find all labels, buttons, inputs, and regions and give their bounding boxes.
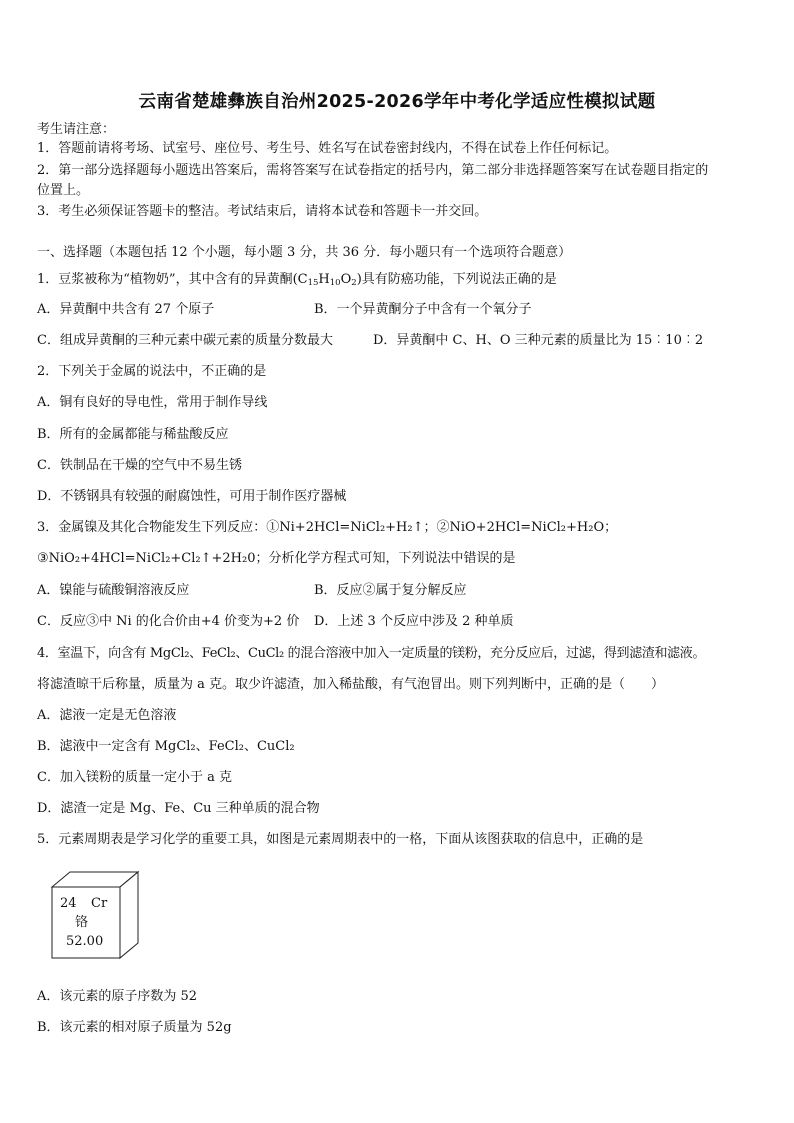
q3-option-c: C．反应③中 Ni 的化合价由+4 价变为+2 价 [37,614,300,629]
q1-formula-c-sub: 15 [307,278,319,288]
q1-stem-b: )具有防癌功能，下列说法正确的是 [356,272,557,287]
q4-option-b: B．滤液中一定含有 MgCl₂、FeCl₂、CuCl₂ [37,739,295,754]
q1-formula-h: H [318,272,330,287]
q4-option-d: D．滤渣一定是 Mg、Fe、Cu 三种单质的混合物 [37,801,320,816]
question-3-stem-line2: ③NiO₂+4HCl=NiCl₂+Cl₂↑+2H₂0；分析化学方程式可知，下列说法中错误的是 [37,551,516,566]
element-atomic-number: 24 [60,896,77,911]
q1-option-a: A．异黄酮中共含有 27 个原子 [37,302,215,317]
notice-item: 位置上。 [37,183,90,198]
q5-option-b: B．该元素的相对原子质量为 52g [37,1020,232,1035]
q5-option-a: A．该元素的原子序数为 52 [37,989,198,1004]
notice-item: 3．考生必须保证答题卡的整洁。考试结束后，请将本试卷和答题卡一并交回。 [37,204,488,219]
q4-option-c: C．加入镁粉的质量一定小于 a 克 [37,770,232,785]
q3-option-d: D．上述 3 个反应中涉及 2 种单质 [314,614,514,629]
question-4-stem-line1: 4．室温下，向含有 MgCl₂、FeCl₂、CuCl₂ 的混合溶液中加入一定质量的镁粉，充分反应后，过滤，得到滤渣和滤液。 [37,646,706,661]
q4-option-a: A．滤液一定是无色溶液 [37,708,177,723]
periodic-table-cell [50,870,142,962]
notice-heading: 考生请注意： [37,122,116,137]
q1-option-d: D．异黄酮中 C、H、O 三种元素的质量比为 15︰10︰2 [373,333,704,348]
question-5-stem: 5．元素周期表是学习化学的重要工具，如图是元素周期表中的一格，下面从该图获取的信息中，正确的是 [37,832,644,847]
section-heading: 一、选择题（本题包括 12 个小题，每小题 3 分，共 36 分．每小题只有一个选项符合题意） [37,245,572,260]
q1-formula-h-sub: 10 [329,278,341,288]
q1-stem-a: 1．豆浆被称为“植物奶”，其中含有的异黄酮(C [37,272,308,287]
element-name: 铬 [75,915,89,930]
element-atomic-mass: 52.00 [66,934,104,949]
q2-option-b: B．所有的金属都能与稀盐酸反应 [37,427,229,442]
element-symbol: Cr [91,896,108,911]
q3-option-b: B．反应②属于复分解反应 [314,583,467,598]
q2-option-a: A．铜有良好的导电性，常用于制作导线 [37,395,268,410]
question-3-stem-line1: 3．金属镍及其化合物能发生下列反应：①Ni+2HCl=NiCl₂+H₂↑；②NiO+2HCl=NiCl₂+H₂O； [37,520,618,535]
q1-option-c: C．组成异黄酮的三种元素中碳元素的质量分数最大 [37,333,333,348]
notice-item: 2．第一部分选择题每小题选出答案后，需将答案写在试卷指定的括号内，第二部分非选择题答案写在试卷题目指定的 [37,163,709,178]
q1-formula-o-sub: 2 [351,278,357,288]
q1-formula-o: O [340,272,352,287]
question-4-stem-line2: 将滤渣晾干后称量，质量为 a 克。取少许滤渣，加入稀盐酸，有气泡冒出。则下列判断中，正确的是（ ） [37,677,665,692]
q2-option-c: C．铁制品在干燥的空气中不易生锈 [37,458,242,473]
question-2-stem: 2．下列关于金属的说法中，不正确的是 [37,364,267,379]
question-1-stem [37,271,557,289]
notice-item: 1．答题前请将考场、试室号、座位号、考生号、姓名写在试卷密封线内，不得在试卷上作任何标记。 [37,141,618,156]
q3-option-a: A．镍能与硫酸铜溶液反应 [37,583,190,598]
q1-option-b: B．一个异黄酮分子中含有一个氧分子 [314,302,532,317]
q2-option-d: D．不锈钢具有较强的耐腐蚀性，可用于制作医疗器械 [37,489,347,504]
page-title: 云南省楚雄彝族自治州2025-2026学年中考化学适应性模拟试题 [138,92,656,112]
